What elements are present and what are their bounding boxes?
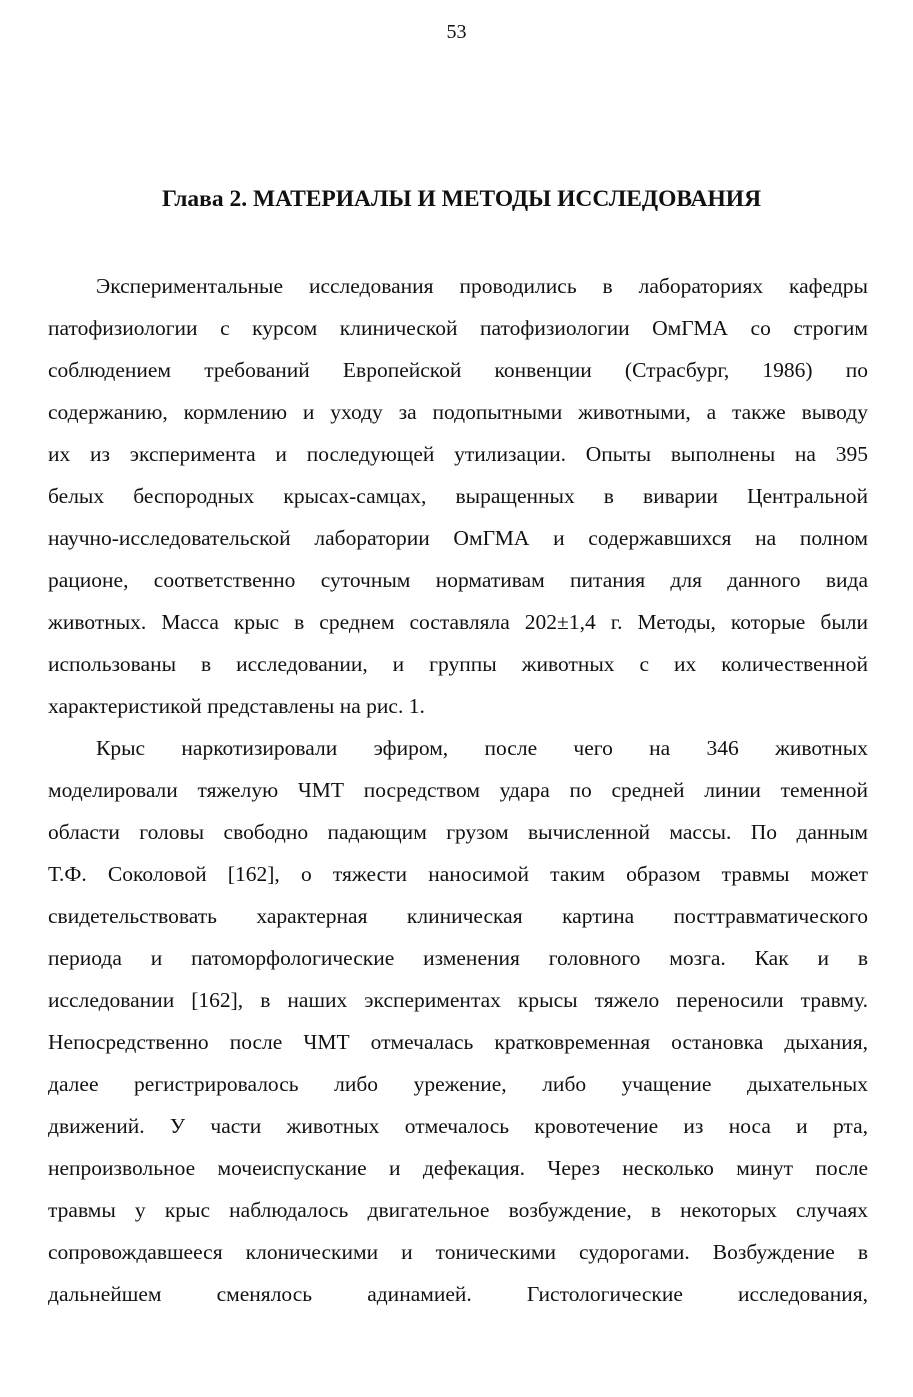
text-line: Непосредственно после ЧМТ отмечалась кратковременная остановка дыхания, bbox=[48, 1030, 868, 1054]
text-line: свидетельствовать характерная клиническая картина посттравматического bbox=[48, 904, 868, 928]
text-line: Крыс наркотизировали эфиром, после чего на 346 животных bbox=[96, 736, 868, 760]
text-line: моделировали тяжелую ЧМТ посредством удара по средней линии теменной bbox=[48, 778, 868, 802]
chapter-title: Глава 2. МАТЕРИАЛЫ И МЕТОДЫ ИССЛЕДОВАНИЯ bbox=[161, 186, 762, 212]
text-line: животных. Масса крыс в среднем составляла 202±1,4 г. Методы, которые были bbox=[48, 610, 868, 634]
page-number: 53 bbox=[446, 21, 467, 43]
text-line: патофизиологии с курсом клинической патофизиологии ОмГМА со строгим bbox=[48, 316, 868, 340]
text-line: использованы в исследовании, и группы животных с их количественной bbox=[48, 652, 868, 676]
text-line: непроизвольное мочеиспускание и дефекация. Через несколько минут после bbox=[48, 1156, 868, 1180]
text-line: травмы у крыс наблюдалось двигательное возбуждение, в некоторых случаях bbox=[48, 1198, 868, 1222]
text-line: сопровождавшееся клоническими и тоническими судорогами. Возбуждение в bbox=[48, 1240, 868, 1264]
paragraph-1 bbox=[48, 265, 868, 727]
body-text bbox=[48, 265, 868, 1315]
text-line: исследовании [162], в наших экспериментах крысы тяжело переносили травму. bbox=[48, 988, 868, 1012]
text-line: характеристикой представлены на рис. 1. bbox=[48, 694, 425, 718]
text-line: их из эксперимента и последующей утилизации. Опыты выполнены на 395 bbox=[48, 442, 868, 466]
text-line: области головы свободно падающим грузом вычисленной массы. По данным bbox=[48, 820, 868, 844]
text-line: далее регистрировалось либо урежение, либо учащение дыхательных bbox=[48, 1072, 868, 1096]
text-line: движений. У части животных отмечалось кровотечение из носа и рта, bbox=[48, 1114, 868, 1138]
text-line: рационе, соответственно суточным нормативам питания для данного вида bbox=[48, 568, 868, 592]
text-line: Экспериментальные исследования проводились в лабораториях кафедры bbox=[96, 274, 868, 298]
text-line: белых беспородных крысах-самцах, выращенных в виварии Центральной bbox=[48, 484, 868, 508]
text-line: научно-исследовательской лаборатории ОмГМА и содержавшихся на полном bbox=[48, 526, 868, 550]
text-line: соблюдением требований Европейской конвенции (Страсбург, 1986) по bbox=[48, 358, 868, 382]
text-line: Т.Ф. Соколовой [162], о тяжести наносимой таким образом травмы может bbox=[48, 862, 868, 886]
text-line: дальнейшем сменялось адинамией. Гистологические исследования, bbox=[48, 1282, 868, 1306]
text-line: содержанию, кормлению и уходу за подопытными животными, а также выводу bbox=[48, 400, 868, 424]
text-line: периода и патоморфологические изменения головного мозга. Как и в bbox=[48, 946, 868, 970]
paragraph-2 bbox=[48, 727, 868, 1315]
